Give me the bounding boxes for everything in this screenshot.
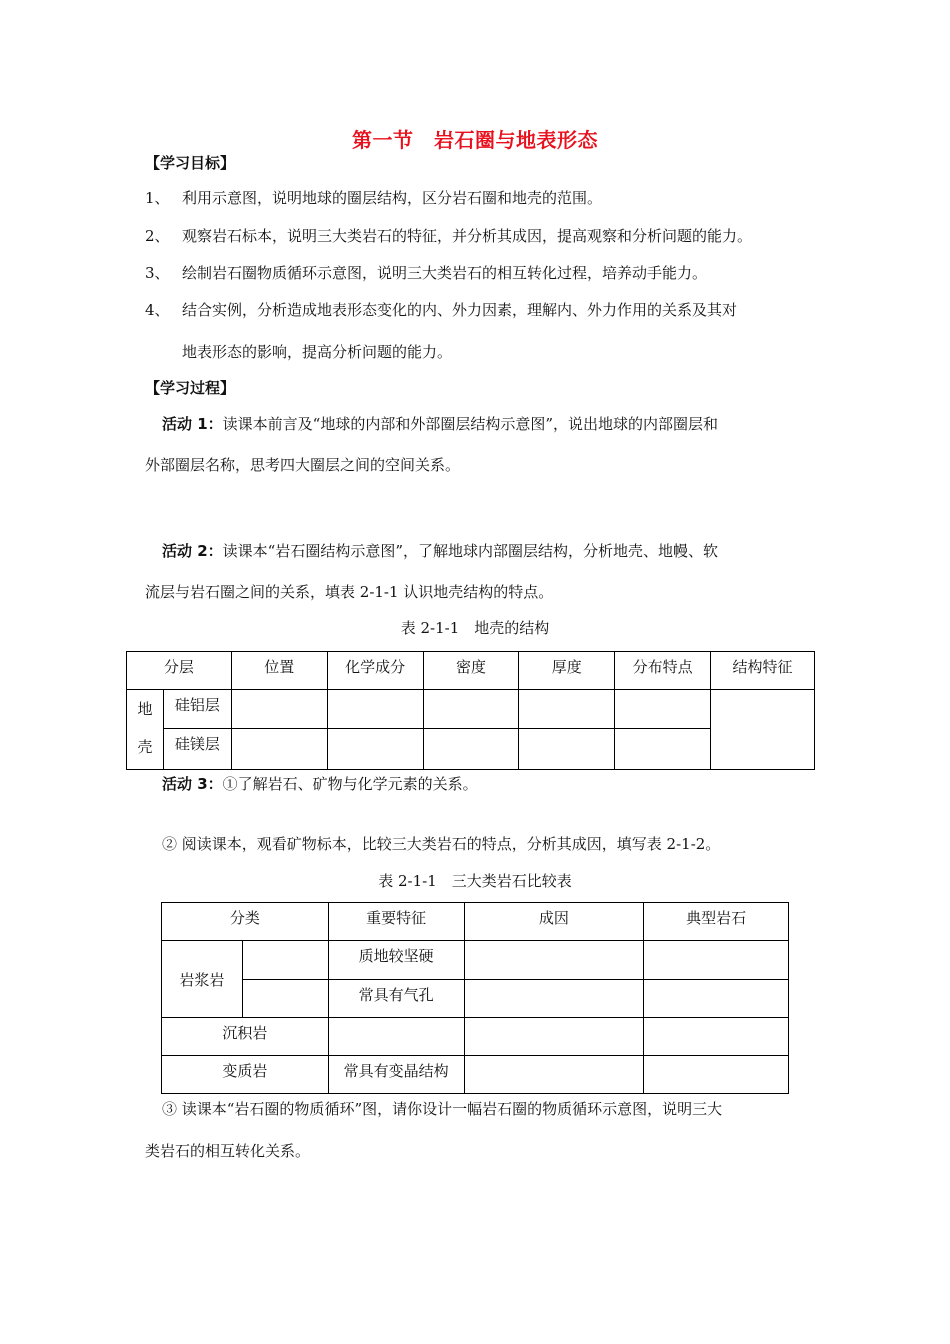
activity3-line2: ② 阅读课本，观看矿物标本，比较三大类岩石的特点，分析其成因，填写表 2-1-2。 [162,835,721,853]
blank-cell[interactable] [464,980,644,1018]
activity3-line3: ③ 读课本“岩石圈的物质循环”图，请你设计一幅岩石圈的物质循环示意图，说明三大 [162,1100,723,1118]
table-row [162,941,789,980]
goal-number: 4、 [145,301,170,319]
header-cell: 化学成分 [327,652,423,690]
table-header-row [127,652,815,690]
header-cell: 厚度 [519,652,615,690]
crust-structure-table [126,651,815,770]
header-cell: 分层 [127,652,232,690]
blank-cell[interactable] [615,690,711,729]
activity3-line1 [162,774,478,794]
crust-char-1: 地 [137,700,153,718]
activity1-line2: 外部圈层名称，思考四大圈层之间的空间关系。 [145,456,461,474]
header-cell: 重要特征 [328,903,464,941]
layer-name-cell: 硅镁层 [163,729,231,770]
goal-item-3 [145,263,707,283]
page-title: 第一节 岩石圈与地表形态 [352,128,598,152]
blank-cell[interactable] [711,690,815,770]
activity2-label: 活动 2： [162,542,223,560]
activity1-label: 活动 1： [162,415,223,433]
table-header-row [162,903,789,941]
blank-cell[interactable] [242,941,328,980]
feature-cell: 常具有气孔 [328,980,464,1018]
blank-cell[interactable] [327,690,423,729]
activity1-text: 读课本前言及“地球的内部和外部圈层结构示意图”，说出地球的内部圈层和 [222,415,719,433]
header-cell: 结构特征 [711,652,815,690]
rock-comparison-table [161,902,789,1094]
blank-cell[interactable] [464,1056,644,1094]
header-cell: 分类 [162,903,329,941]
table-row [127,690,815,729]
activity3-text: ①了解岩石、矿物与化学元素的关系。 [222,775,478,793]
header-cell: 成因 [464,903,644,941]
table-row [162,1018,789,1056]
goal-number: 2、 [145,227,170,245]
goal-number: 1、 [145,189,170,207]
blank-cell[interactable] [423,729,519,770]
activity3-line4: 类岩石的相互转化关系。 [145,1142,311,1160]
feature-cell[interactable] [328,1018,464,1056]
blank-cell[interactable] [231,690,327,729]
blank-cell[interactable] [464,941,644,980]
feature-cell: 质地较坚硬 [328,941,464,980]
table-row [162,980,789,1018]
goal-number: 3、 [145,264,170,282]
goal-item-2 [145,226,752,246]
blank-cell[interactable] [242,980,328,1018]
blank-cell[interactable] [644,980,789,1018]
blank-cell[interactable] [519,729,615,770]
header-cell: 密度 [423,652,519,690]
goal-text: 结合实例，分析造成地表形态变化的内、外力因素，理解内、外力作用的关系及其对 [182,301,738,319]
goal-item-4 [145,300,737,320]
blank-cell[interactable] [231,729,327,770]
table-row [162,1056,789,1094]
blank-cell[interactable] [423,690,519,729]
layer-name-cell: 硅铝层 [163,690,231,729]
crust-group-cell [127,690,164,770]
blank-cell[interactable] [644,1018,789,1056]
goal-text: 观察岩石标本，说明三大类岩石的特征，并分析其成因，提高观察和分析问题的能力。 [182,227,753,245]
goal-text: 利用示意图，说明地球的圈层结构，区分岩石圈和地壳的范围。 [182,189,603,207]
blank-cell[interactable] [644,1056,789,1094]
activity2-text: 读课本“岩石圈结构示意图”，了解地球内部圈层结构，分析地壳、地幔、软 [222,542,719,560]
crust-char-2: 壳 [137,738,153,756]
blank-cell[interactable] [644,941,789,980]
feature-cell: 常具有变晶结构 [328,1056,464,1094]
activity2-line1 [162,541,718,561]
goal-item-1 [145,188,602,208]
table1-caption: 表 2-1-1 地壳的结构 [400,619,550,637]
rock-type-cell: 岩浆岩 [162,941,243,1018]
goal-text: 绘制岩石圈物质循环示意图，说明三大类岩石的相互转化过程，培养动手能力。 [182,264,708,282]
activity3-label: 活动 3： [162,775,223,793]
blank-cell[interactable] [464,1018,644,1056]
goals-heading: 【学习目标】 [145,154,236,172]
activity2-line2: 流层与岩石圈之间的关系，填表 2-1-1 认识地壳结构的特点。 [145,583,554,601]
process-heading: 【学习过程】 [145,379,236,397]
rock-type-cell: 沉积岩 [162,1018,329,1056]
goal-item-4-continued: 地表形态的影响，提高分析问题的能力。 [182,343,453,361]
blank-cell[interactable] [327,729,423,770]
rock-type-cell: 变质岩 [162,1056,329,1094]
blank-cell[interactable] [519,690,615,729]
blank-cell[interactable] [615,729,711,770]
header-cell: 分布特点 [615,652,711,690]
table2-caption: 表 2-1-1 三大类岩石比较表 [378,872,572,890]
header-cell: 典型岩石 [644,903,789,941]
activity1-line1 [162,414,718,434]
header-cell: 位置 [231,652,327,690]
